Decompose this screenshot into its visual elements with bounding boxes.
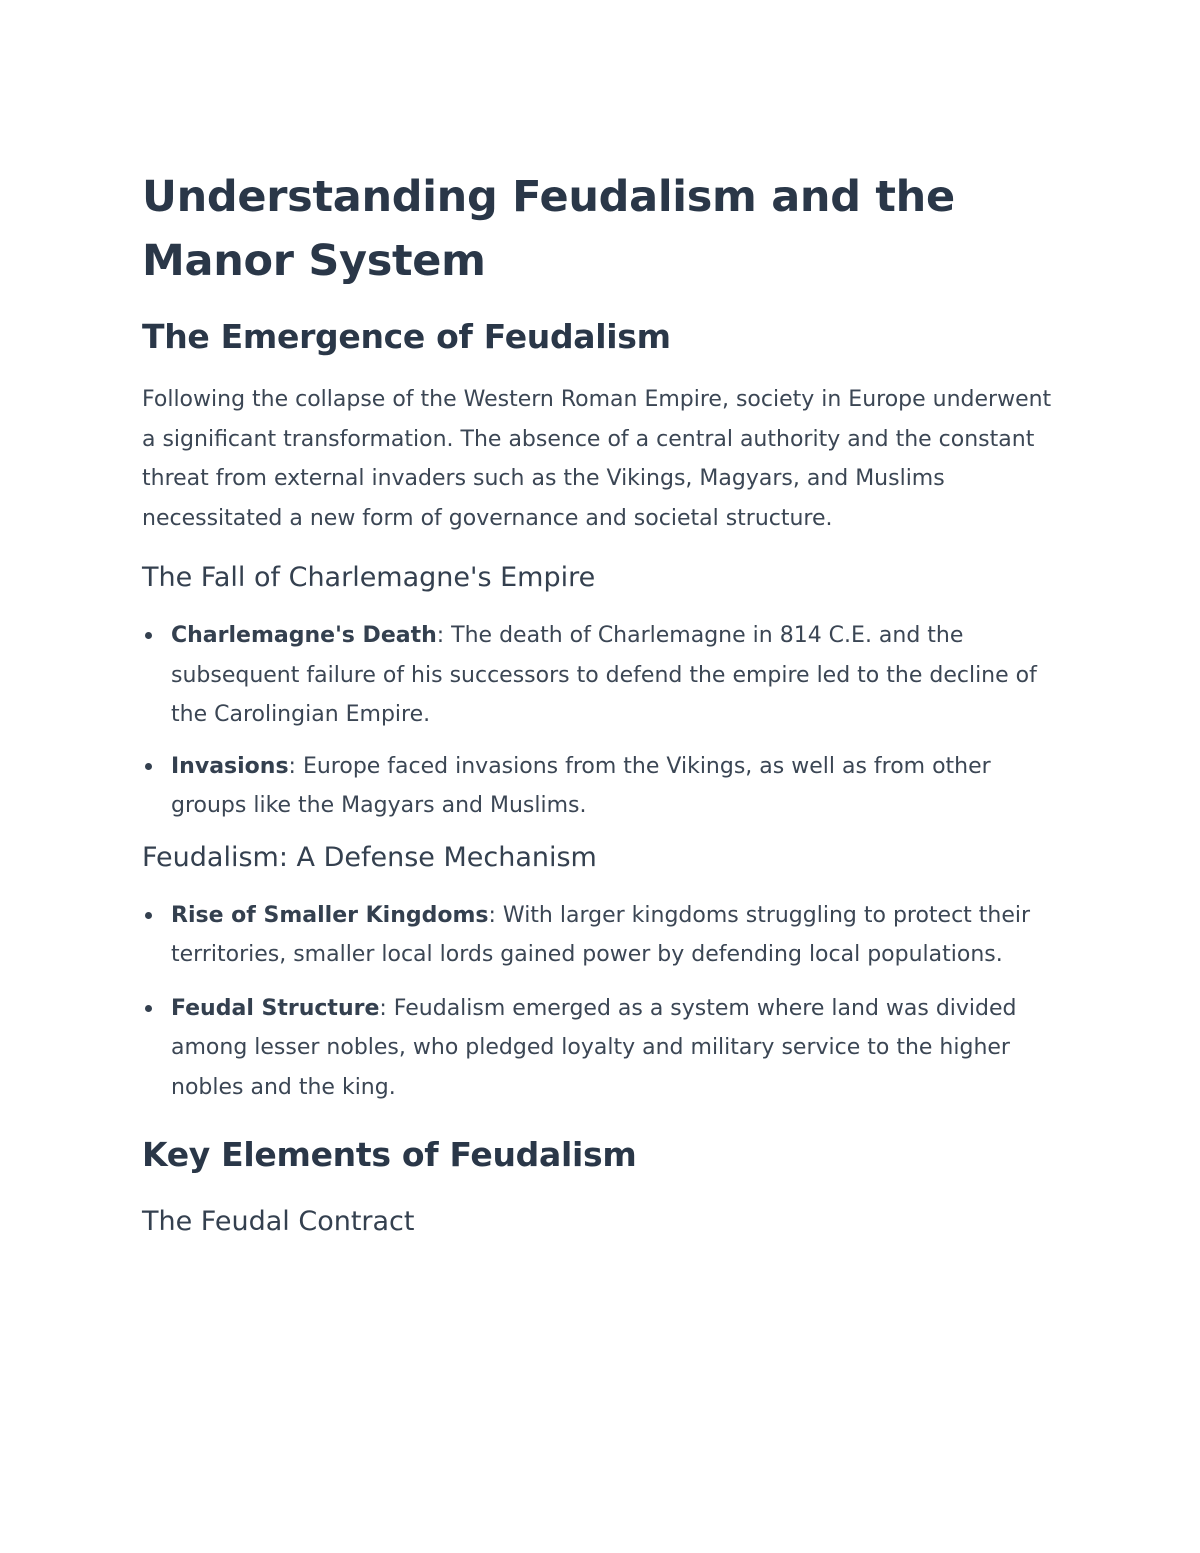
bullet-list-defense-mechanism bbox=[142, 896, 1060, 1108]
subsection-heading-fall-of-empire: The Fall of Charlemagne's Empire bbox=[142, 562, 596, 593]
list-item-term: Charlemagne's Death bbox=[171, 623, 437, 648]
list-item-text: : Feudalism emerged as a system where land was divided among lesser nobles, who pledged loyalty and military service to the higher nobles and the king. bbox=[171, 995, 1017, 1100]
list-item-text: : With larger kingdoms struggling to protect their territories, smaller local lords gained power by defending local populations. bbox=[171, 902, 1031, 967]
list-item-text: : The death of Charlemagne in 814 C.E. and the subsequent failure of his successors to defend the empire led to the decline of the Carolingian Empire. bbox=[171, 623, 1037, 727]
list-item-term: Rise of Smaller Kingdoms bbox=[171, 902, 489, 928]
list-item-term: Invasions bbox=[171, 753, 289, 779]
list-item bbox=[142, 989, 1060, 1108]
bullet-list-fall-of-empire bbox=[142, 616, 1060, 826]
section-heading-emergence: The Emergence of Feudalism bbox=[142, 317, 671, 356]
document-title: Understanding Feudalism and the Manor System bbox=[142, 172, 955, 286]
paragraph-emergence: Following the collapse of the Western Roman Empire, society in Europe underwent a significant transformation. The absence of a central authority and the constant threat from external invaders such as the Vikings, Magyars, and Muslims necessitated a new form of governance and societal structure. bbox=[142, 387, 1052, 531]
list-item bbox=[142, 616, 1060, 735]
subsection-heading-defense-mechanism: Feudalism: A Defense Mechanism bbox=[142, 841, 597, 873]
list-item-text: : Europe faced invasions from the Vikings, as well as from other groups like the Magyars and Muslims. bbox=[171, 753, 991, 818]
subsection-heading-feudal-contract: The Feudal Contract bbox=[142, 1206, 415, 1237]
section-heading-key-elements: Key Elements of Feudalism bbox=[142, 1135, 637, 1174]
list-item bbox=[142, 896, 1060, 975]
list-item-term: Feudal Structure bbox=[171, 995, 380, 1021]
list-item bbox=[142, 747, 1060, 826]
